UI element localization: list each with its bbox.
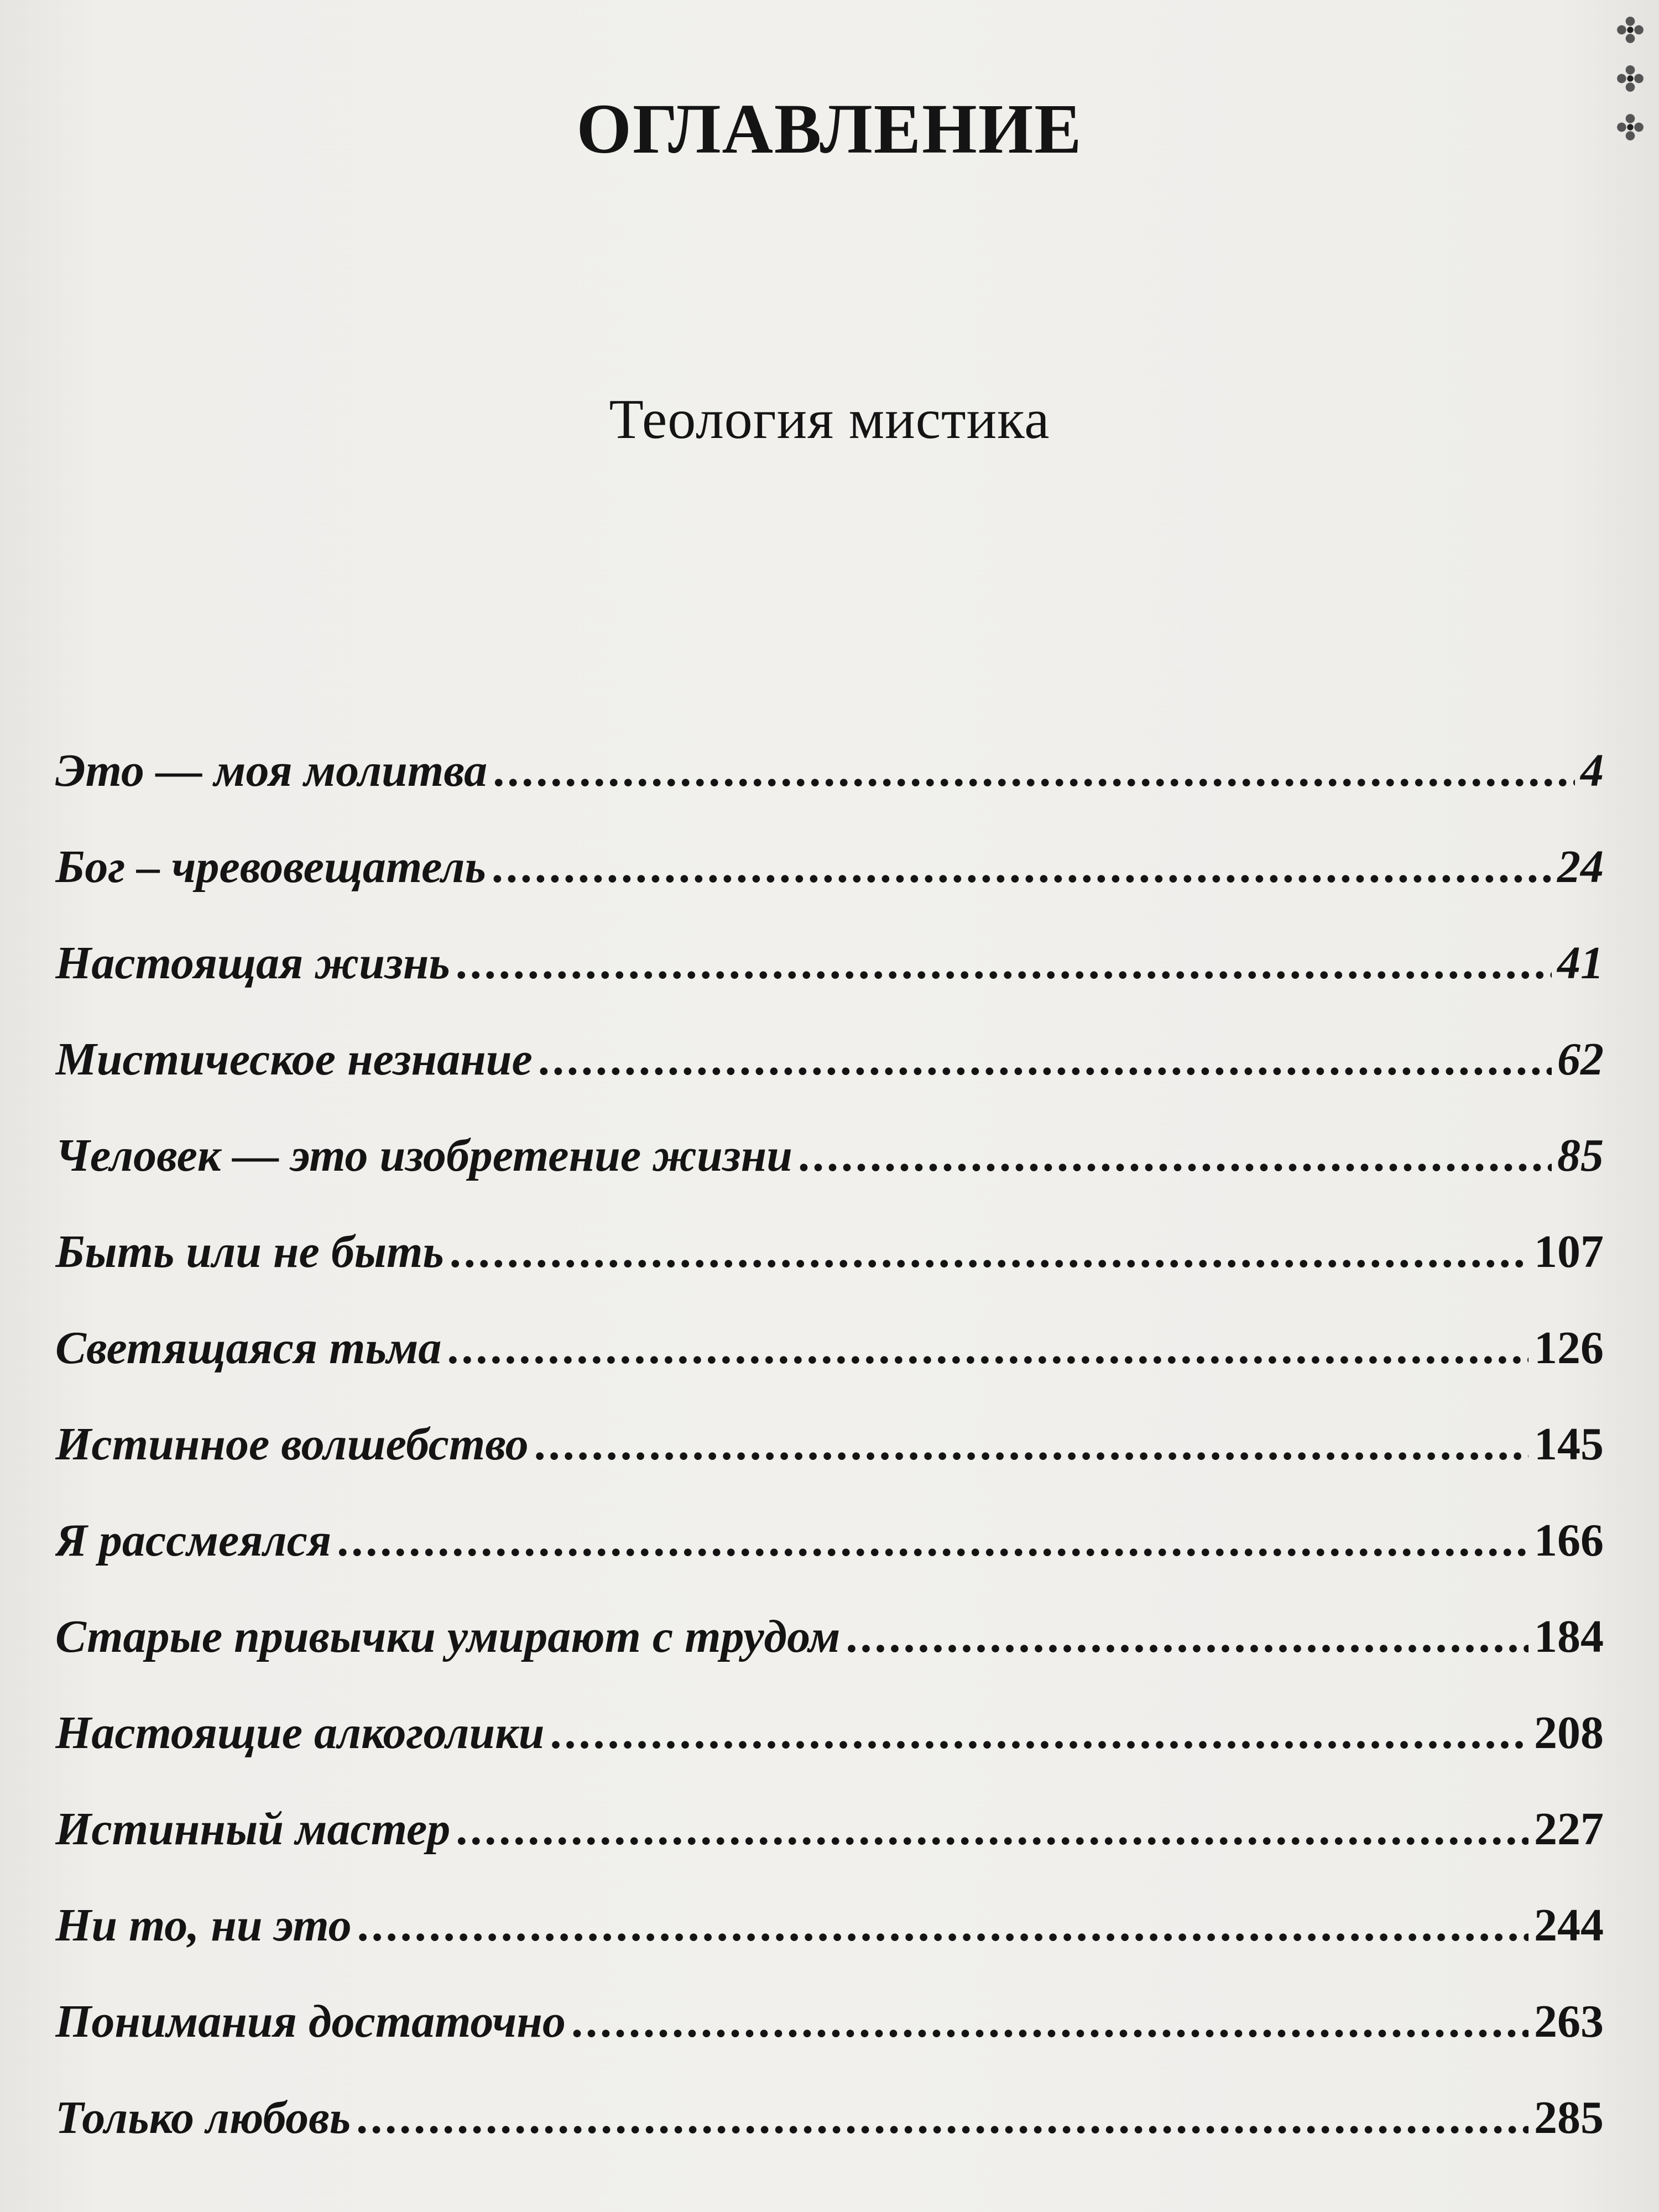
toc-entry-page: 126 [1534,1325,1604,1374]
dot-leader [357,1902,1528,1949]
toc-entry-title: Понимания достаточно [55,1999,566,2047]
toc-entry-page: 244 [1534,1902,1604,1951]
toc-entry-title: Ни то, ни это [55,1902,352,1951]
toc-entry[interactable] [55,1421,1604,1517]
toc-entry-page: 166 [1534,1517,1604,1566]
toc-entry-title: Истинное волшебство [55,1421,529,1470]
toc-entry-title: Бог – чревовещатель [55,844,486,893]
toc-entry-title: Настоящие алкоголики [55,1710,545,1759]
toc-entry[interactable] [55,844,1604,940]
dot-leader [798,1133,1552,1179]
toc-entry-page: 208 [1534,1710,1604,1759]
dot-leader [571,1999,1528,2045]
toc-entry-page: 85 [1557,1133,1604,1181]
toc-entry-title: Настоящая жизнь [55,940,450,989]
toc-entry-page: 227 [1534,1806,1604,1855]
page-title: ОГЛАВЛЕНИЕ [576,90,1083,168]
toc-entry-title: Истинный мастер [55,1806,451,1855]
dot-leader [356,2095,1528,2141]
toc-entry-page: 62 [1557,1036,1604,1085]
toc-entry-title: Я рассмеялся [55,1517,332,1566]
toc-entry-page: 24 [1557,844,1604,893]
dot-leader [337,1517,1528,1564]
table-of-contents [55,748,1604,2191]
toc-entry-page: 107 [1534,1229,1604,1277]
toc-entry-title: Старые привычки умирают с трудом [55,1614,841,1662]
dot-leader [493,748,1575,794]
toc-entry[interactable] [55,1036,1604,1133]
toc-entry[interactable] [55,1902,1604,1999]
section-subtitle: Теология мистика [609,388,1050,451]
toc-entry-page: 145 [1534,1421,1604,1470]
toc-entry[interactable] [55,1806,1604,1902]
toc-entry[interactable] [55,1999,1604,2095]
toc-entry-title: Человек — это изобретение жизни [55,1133,792,1181]
toc-entry[interactable] [55,1229,1604,1325]
toc-entry-page: 41 [1557,940,1604,989]
toc-entry[interactable] [55,1614,1604,1710]
toc-entry[interactable] [55,1517,1604,1614]
dot-leader [450,1229,1528,1275]
toc-entry-title: Только любовь [55,2095,351,2143]
toc-entry-title: Мистическое незнание [55,1036,533,1085]
toc-entry[interactable] [55,1710,1604,1806]
toc-entry[interactable] [55,2095,1604,2191]
toc-entry-page: 184 [1534,1614,1604,1662]
toc-entry[interactable] [55,940,1604,1036]
dot-leader [447,1325,1528,1371]
toc-entry[interactable] [55,748,1604,844]
toc-entry-title: Быть или не быть [55,1229,444,1277]
dot-leader [550,1710,1528,1756]
toc-entry[interactable] [55,1133,1604,1229]
dot-leader [456,940,1552,987]
dot-leader [456,1806,1528,1853]
toc-entry-title: Светящаяся тьма [55,1325,442,1374]
toc-entry-page: 285 [1534,2095,1604,2143]
dot-leader [846,1614,1528,1660]
toc-entry-page: 263 [1534,1999,1604,2047]
dot-leader [492,844,1552,890]
flower-icon [1616,15,1645,44]
toc-entry-page: 4 [1580,748,1604,796]
dot-leader [538,1036,1552,1083]
toc-entry-title: Это — моя молитва [55,748,488,796]
toc-entry[interactable] [55,1325,1604,1421]
dot-leader [534,1421,1528,1468]
